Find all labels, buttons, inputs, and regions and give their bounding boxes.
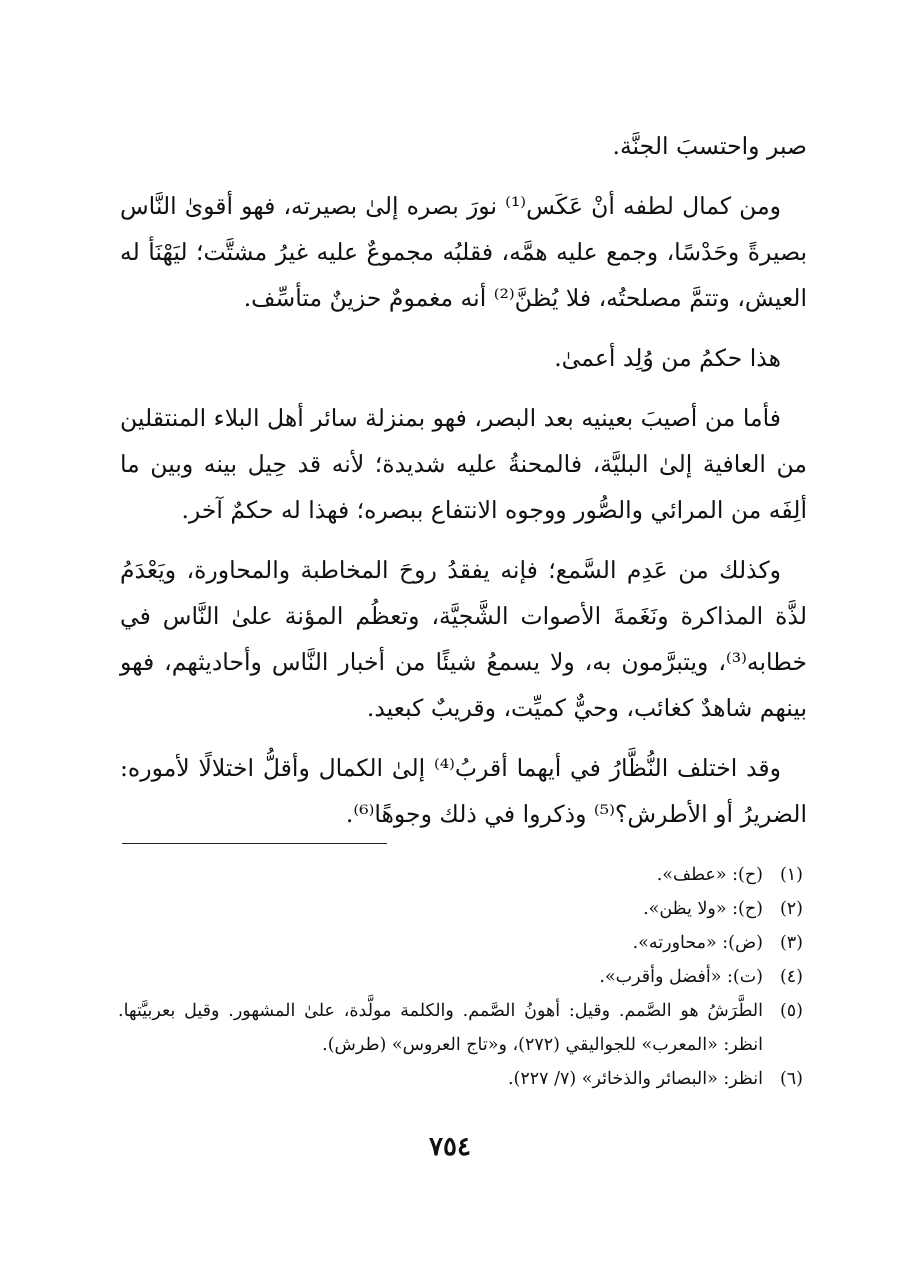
footnote	[118, 858, 803, 892]
footnote-number: (٤)	[779, 967, 803, 987]
footnote-divider	[122, 843, 387, 844]
footnote	[118, 960, 803, 994]
paragraph: ومن كمال لطفه أنْ عَكَس⁽¹⁾ نورَ بصره إلىٰ بصيرته، فهو أقوىٰ النَّاس بصيرةً وحَدْسًا، وجمع عليه همَّه، فقلبُه مجموعٌ عليه غيرُ مشتَّت؛ ليَهْنَأ له العيش، وتتمَّ مصلحتُه، فلا يُظنَّ⁽²⁾ أنه مغمومٌ حزينٌ متأسِّف.	[120, 192, 807, 312]
paragraph: فأما من أصيبَ بعينيه بعد البصر، فهو بمنزلة سائر أهل البلاء المنتقلين من العافية إلىٰ البليَّة، فالمحنةُ عليه شديدة؛ لأنه قد حِيل بينه وبين ما ألِفَه من المرائي والصُّور ووجوه الانتفاع ببصره؛ فهذا له حكمٌ آخر.	[120, 404, 807, 524]
paragraph: صبر واحتسبَ الجنَّة.	[612, 132, 807, 160]
footnote-number: (٢)	[779, 899, 803, 919]
footnote-number: (٥)	[779, 1001, 803, 1021]
footnote-number: (١)	[779, 865, 803, 885]
footnote-text: (ض): «محاورته».	[632, 933, 763, 953]
page-number: ٧٥٤	[429, 1132, 471, 1162]
footnote-text: (ح): «ولا يظن».	[643, 899, 763, 919]
footnote	[118, 892, 803, 926]
footnote-number: (٣)	[779, 933, 803, 953]
footnote-text: (ت): «أفضل وأقرب».	[599, 967, 763, 987]
footnote-number: (٦)	[779, 1069, 803, 1089]
footnote-text: انظر: «البصائر والذخائر» (٧/ ٢٢٧).	[507, 1069, 763, 1089]
footnotes	[118, 858, 803, 1096]
footnote	[118, 1062, 803, 1096]
footnote-text: الطَّرَشُ هو الصَّمم. وقيل: أهونُ الصَّمم. والكلمة مولَّدة، علىٰ المشهور. وقيل بعربيَّتها. انظر: «المعرب» للجواليقي (٢٧٢)، و«تاج العروس» (طرش).	[118, 1001, 763, 1055]
footnote	[118, 926, 803, 960]
footnote-text: (ح): «عطف».	[656, 865, 763, 885]
body-text	[120, 123, 807, 851]
paragraph: وكذلك من عَدِم السَّمع؛ فإنه يفقدُ روحَ المخاطبة والمحاورة، ويَعْدَمُ لذَّة المذاكرة ونَغَمةَ الأصوات الشَّجيَّة، وتعظُم المؤنة علىٰ النَّاس في خطابه⁽³⁾، ويتبرَّمون به، ولا يسمعُ شيئًا من أخبار النَّاس وأحاديثهم، فهو بينهم شاهدٌ كغائب، وحيٌّ كميِّت، وقريبٌ كبعيد.	[120, 556, 807, 722]
paragraph: هذا حكمُ من وُلِد أعمىٰ.	[554, 344, 781, 372]
paragraph: وقد اختلف النُّظَّارُ في أيهما أقربُ⁽⁴⁾ إلىٰ الكمال وأقلُّ اختلالًا لأموره: الضريرُ أو الأطرش؟⁽⁵⁾ وذكروا في ذلك وجوهًا⁽⁶⁾.	[120, 754, 807, 828]
footnote	[118, 994, 803, 1062]
